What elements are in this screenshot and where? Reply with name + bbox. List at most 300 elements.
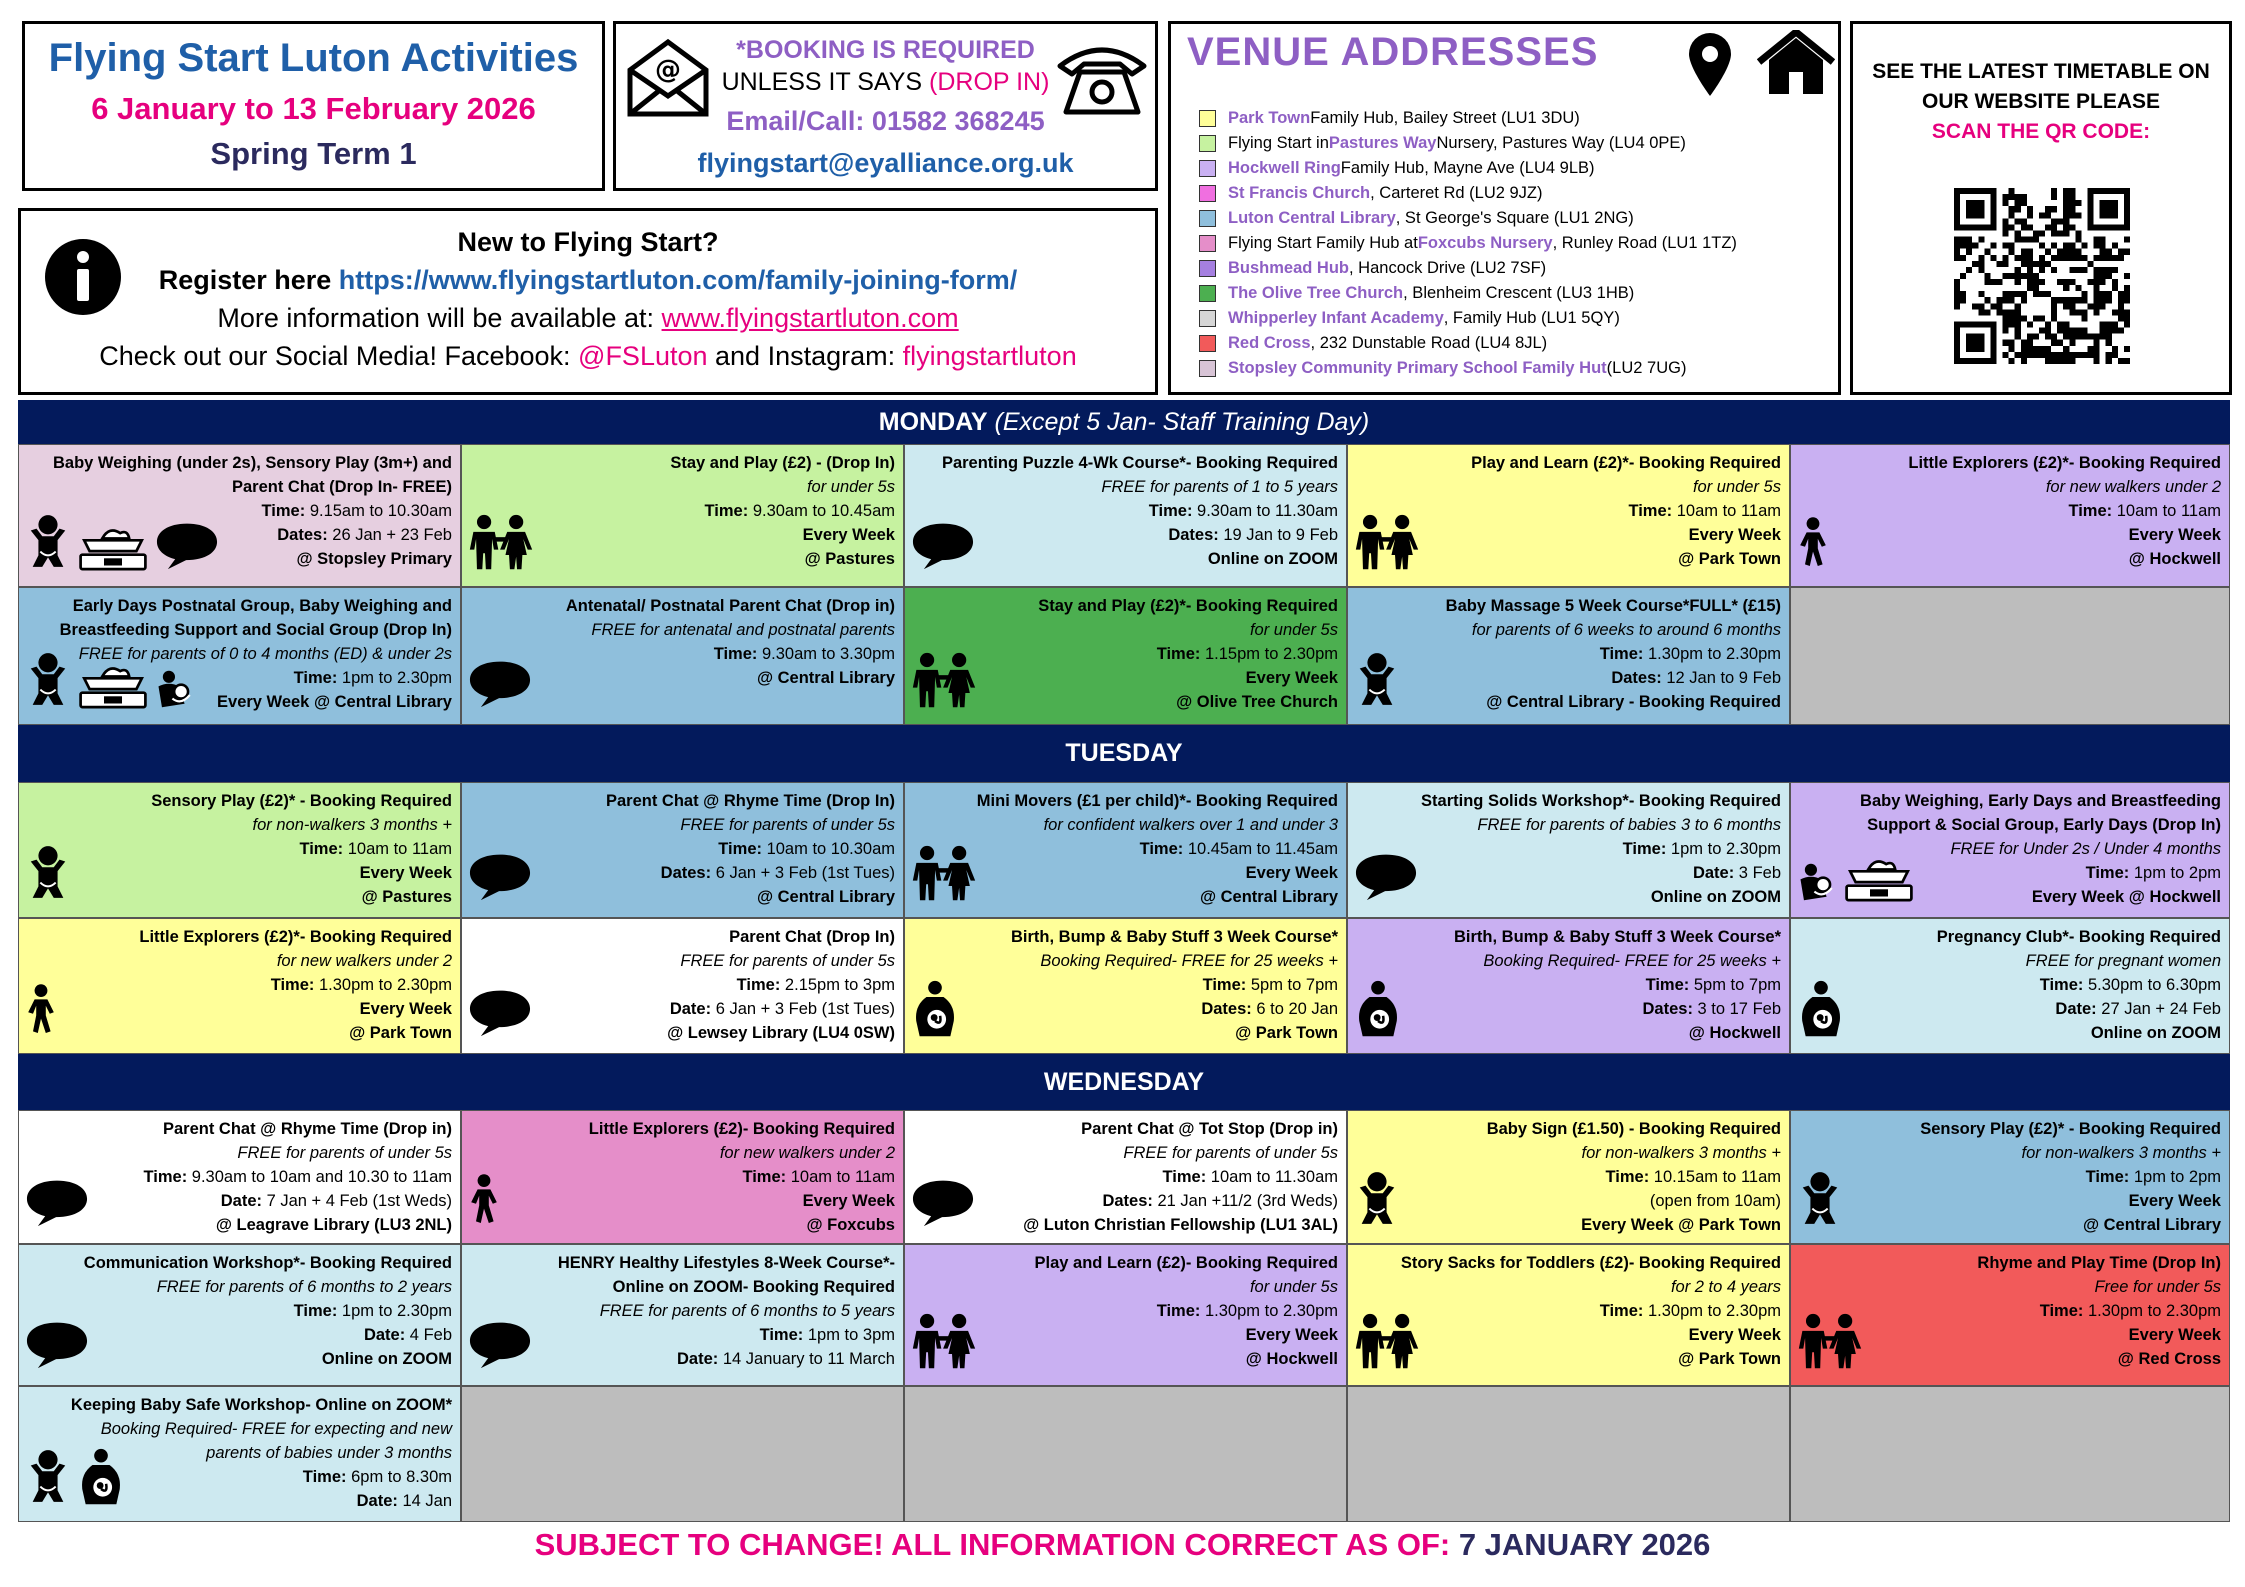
- activity-heading: @ Hockwell: [2128, 550, 2221, 568]
- venue-color-swatch: [1199, 285, 1216, 302]
- detail-label: Time:: [736, 976, 781, 994]
- detail-value: 1pm to 2.30pm: [1666, 840, 1781, 858]
- day-note: (Except 5 Jan- Staff Training Day): [987, 408, 1370, 436]
- detail-value: 14 January to 11 March: [718, 1350, 895, 1368]
- venue-name: Red Cross: [1228, 334, 1311, 352]
- activity-detail: [1356, 973, 1781, 997]
- activity-icons: [1354, 851, 1418, 909]
- activity-note: FREE for parents of under 5s: [1123, 1144, 1338, 1162]
- activity-icons: [1354, 651, 1400, 716]
- detail-label: Time:: [759, 1326, 804, 1344]
- breastfeeding-icon: [1797, 862, 1837, 909]
- detail-value: 1pm to 2.30pm: [337, 669, 452, 687]
- activity-heading: Story Sacks for Toddlers (£2)- Booking Required: [1400, 1254, 1781, 1272]
- activity-heading: Parent Chat @ Rhyme Time (Drop In): [606, 792, 895, 810]
- baby-scale-icon: [77, 524, 149, 578]
- activity-heading: Parent Chat (Drop In): [729, 928, 895, 946]
- detail-label: Dates:: [1611, 669, 1662, 687]
- detail-label: Time:: [2085, 1168, 2130, 1186]
- toddler-walking-icon: [1797, 513, 1829, 578]
- empty-cell: [461, 1386, 904, 1522]
- children-icon: [911, 652, 977, 716]
- instagram-handle[interactable]: flyingstartluton: [902, 341, 1077, 371]
- speech-bubble-icon: [468, 987, 532, 1045]
- activity-heading: @ Hockwell: [1245, 1350, 1338, 1368]
- booking-required-label: *BOOKING IS REQUIRED: [736, 36, 1035, 64]
- detail-label: Date:: [356, 1492, 398, 1510]
- activity-heading: @ Olive Tree Church: [1176, 693, 1338, 711]
- day-name: MONDAY: [878, 408, 988, 436]
- children-icon: [468, 514, 534, 578]
- detail-value: 10am to 10.30am: [762, 840, 895, 858]
- activity-heading: Baby Sign (£1.50) - Booking Required: [1486, 1120, 1781, 1138]
- detail-value: 19 Jan to 9 Feb: [1218, 526, 1338, 544]
- detail-value: 5.30pm to 6.30pm: [2083, 976, 2221, 994]
- register-link[interactable]: https://www.flyingstartluton.com/family-joining-form/: [338, 265, 1018, 295]
- venue-name: Bushmead Hub: [1228, 259, 1350, 277]
- activity-detail: [470, 837, 895, 861]
- detail-label: Time:: [1156, 645, 1201, 663]
- breastfeeding-icon: [155, 669, 195, 716]
- venue-address: , 232 Dunstable Road (LU4 8JL): [1310, 334, 1548, 352]
- baby-icon: [25, 513, 71, 578]
- more-info-line: [21, 303, 1155, 334]
- detail-label: Dates:: [1168, 526, 1219, 544]
- activity-icons: [468, 658, 532, 716]
- qr-box: [1850, 21, 2232, 395]
- activity-cell: [904, 1244, 1347, 1386]
- venue-item: [1199, 356, 1737, 381]
- pregnant-woman-icon: [1797, 980, 1845, 1045]
- contact-email[interactable]: flyingstart@eyalliance.org.uk: [697, 148, 1074, 178]
- drop-in-note: [616, 68, 1155, 97]
- activity-icons: [25, 1448, 125, 1513]
- baby-scale-icon: [77, 662, 149, 716]
- speech-bubble-icon: [25, 1319, 89, 1377]
- activity-detail: [27, 1165, 452, 1189]
- activity-heading: Online on ZOOM: [321, 1350, 452, 1368]
- activity-note: Free for under 5s: [2094, 1278, 2221, 1296]
- detail-value: 1pm to 2pm: [2129, 1168, 2221, 1186]
- activity-note: for non-walkers 3 months +: [1581, 1144, 1781, 1162]
- location-pin-icon: [1685, 32, 1735, 98]
- activity-heading: Keeping Baby Safe Workshop- Online on ZOOM*: [70, 1396, 452, 1414]
- toddler-walking-icon: [468, 1170, 500, 1235]
- activity-detail: [27, 973, 452, 997]
- activity-cell: [18, 444, 461, 587]
- activity-note: FREE for Under 2s / Under 4 months: [1950, 840, 2221, 858]
- activity-icons: [911, 520, 975, 578]
- facebook-handle[interactable]: @FSLuton: [578, 341, 708, 371]
- detail-value: 14 Jan: [397, 1492, 452, 1510]
- detail-label: Time:: [293, 669, 338, 687]
- activity-heading: @ Central Library - Booking Required: [1486, 693, 1781, 711]
- detail-label: Time:: [1628, 502, 1673, 520]
- website-link[interactable]: www.flyingstartluton.com: [661, 303, 959, 333]
- activity-heading: Parenting Puzzle 4-Wk Course*- Booking Required: [941, 454, 1338, 472]
- baby-icon: [1354, 651, 1400, 716]
- empty-cell: [1347, 1386, 1790, 1522]
- activity-detail: [470, 973, 895, 997]
- activity-heading: @ Lewsey Library (LU4 0SW): [667, 1024, 895, 1042]
- activity-note: FREE for parents of under 5s: [237, 1144, 452, 1162]
- activity-heading: Sensory Play (£2)* - Booking Required: [151, 792, 452, 810]
- activity-heading: Pregnancy Club*- Booking Required: [1936, 928, 2221, 946]
- detail-label: Dates:: [1642, 1000, 1693, 1018]
- activity-cell: [904, 444, 1347, 587]
- children-icon: [911, 1313, 977, 1377]
- activity-detail: [913, 523, 1338, 547]
- detail-value: 1.15pm to 2.30pm: [1200, 645, 1338, 663]
- detail-value: 27 Jan + 24 Feb: [2096, 1000, 2221, 1018]
- venue-item: [1199, 131, 1737, 156]
- detail-value: 5pm to 7pm: [1246, 976, 1338, 994]
- activity-cell: [461, 782, 904, 918]
- venue-address: Family Hub, Bailey Street (LU1 3DU): [1310, 109, 1580, 127]
- detail-label: Time:: [1156, 1302, 1201, 1320]
- venue-address: Family Hub, Mayne Ave (LU4 9LB): [1340, 159, 1595, 177]
- activity-cell: [18, 918, 461, 1054]
- activity-detail: [1799, 973, 2221, 997]
- detail-label: Time:: [718, 840, 762, 858]
- activity-detail: [913, 997, 1338, 1021]
- activity-cell: [904, 918, 1347, 1054]
- more-info-label: More information will be available at:: [217, 303, 662, 333]
- venue-color-swatch: [1199, 185, 1216, 202]
- detail-value: 1.30pm to 2.30pm: [1200, 1302, 1338, 1320]
- venue-name: Park Town: [1228, 109, 1311, 127]
- activity-note: FREE for parents of 0 to 4 months (ED) & under 2s: [78, 645, 452, 663]
- activity-icons: [1797, 855, 1915, 909]
- detail-label: Time:: [293, 1302, 338, 1320]
- detail-value: 9.15am to 10.30am: [305, 502, 452, 520]
- detail-value: 3 to 17 Feb: [1692, 1000, 1781, 1018]
- activity-detail: [1356, 1165, 1781, 1189]
- detail-value: 6 Jan + 3 Feb (1st Tues): [711, 864, 895, 882]
- instagram-label: and Instagram:: [707, 341, 903, 371]
- activity-icons: [911, 845, 977, 909]
- activity-detail: [1356, 666, 1781, 690]
- activity-detail: [1799, 1165, 2221, 1189]
- activity-icons: [1797, 513, 1829, 578]
- day-name: TUESDAY: [1065, 739, 1183, 767]
- activity-heading: @ Central Library: [756, 888, 895, 906]
- activity-icons: [1354, 1170, 1400, 1235]
- detail-label: Time:: [270, 976, 315, 994]
- pregnant-woman-icon: [77, 1448, 125, 1513]
- detail-value: 9.30am to 3.30pm: [757, 645, 895, 663]
- detail-value: 10am to 11am: [2112, 502, 2221, 520]
- activity-icons: [468, 1170, 500, 1235]
- day-header-tuesday: [18, 725, 2230, 782]
- detail-label: Time:: [713, 645, 758, 663]
- activity-detail: [27, 1189, 452, 1213]
- detail-label: Date:: [2055, 1000, 2097, 1018]
- activity-note: for new walkers under 2: [276, 952, 452, 970]
- activity-note: FREE for antenatal and postnatal parents: [591, 621, 895, 639]
- detail-value: 5pm to 7pm: [1689, 976, 1781, 994]
- activity-note: (open from 10am): [1649, 1192, 1781, 1210]
- detail-value: 21 Jan +11/2 (3rd Weds): [1152, 1192, 1338, 1210]
- activity-icons: [911, 652, 977, 716]
- speech-bubble-icon: [911, 520, 975, 578]
- activity-heading: Play and Learn (£2)- Booking Required: [1034, 1254, 1338, 1272]
- venue-item: [1199, 106, 1737, 131]
- empty-cell: [1790, 1386, 2230, 1522]
- baby-icon: [25, 651, 71, 716]
- activity-cell: [1790, 1244, 2230, 1386]
- activity-heading: Stay and Play (£2) - (Drop In): [670, 454, 895, 472]
- detail-value: 7 Jan + 4 Feb (1st Weds): [262, 1192, 452, 1210]
- detail-label: Time:: [143, 1168, 188, 1186]
- baby-icon: [1354, 1170, 1400, 1235]
- venue-item: [1199, 206, 1737, 231]
- activity-cell: [1790, 1110, 2230, 1244]
- activity-icons: [1797, 1170, 1843, 1235]
- activity-icons: [1797, 1313, 1863, 1377]
- activity-detail: [1356, 837, 1781, 861]
- detail-value: 9.30am to 10am and 10.30 to 11am: [187, 1168, 452, 1186]
- detail-label: Time:: [1645, 976, 1690, 994]
- activity-icons: [911, 1177, 975, 1235]
- venue-address: (LU2 7UG): [1606, 359, 1687, 377]
- svg-text:@: @: [655, 55, 681, 85]
- activity-icons: [25, 513, 219, 578]
- activity-icons: [468, 1319, 532, 1377]
- activity-icons: [25, 1319, 89, 1377]
- activity-icons: [25, 844, 71, 909]
- activity-cell: [18, 1244, 461, 1386]
- detail-label: Time:: [1139, 840, 1184, 858]
- social-label: Check out our Social Media! Facebook:: [99, 341, 579, 371]
- detail-value: 6 Jan + 3 Feb (1st Tues): [711, 1000, 895, 1018]
- activity-cell: [904, 1110, 1347, 1244]
- social-line: [21, 341, 1155, 372]
- activity-cell: [1347, 782, 1790, 918]
- baby-icon: [25, 844, 71, 909]
- activity-cell: [18, 587, 461, 725]
- venue-list: [1199, 106, 1737, 381]
- contact-phone: Email/Call: 01582 368245: [726, 106, 1045, 136]
- pregnant-woman-icon: [1354, 980, 1402, 1045]
- detail-value: 10am to 11am: [1672, 502, 1781, 520]
- children-icon: [911, 845, 977, 909]
- detail-label: Dates:: [660, 864, 712, 882]
- detail-label: Time:: [742, 1168, 787, 1186]
- activity-heading: @ Luton Christian Fellowship (LU1 3AL): [1023, 1216, 1338, 1234]
- activity-note: FREE for pregnant women: [2025, 952, 2221, 970]
- activity-note: parents of babies under 3 months: [206, 1444, 452, 1462]
- venue-address: Nursery, Pastures Way (LU4 0PE): [1436, 134, 1686, 152]
- activity-detail: [1799, 997, 2221, 1021]
- detail-label: Time:: [2068, 502, 2113, 520]
- activity-heading: HENRY Healthy Lifestyles 8-Week Course*-: [557, 1254, 895, 1272]
- drop-in-note-text: UNLESS IT SAYS: [721, 68, 930, 96]
- baby-icon: [1797, 1170, 1843, 1235]
- activity-heading: Online on ZOOM: [2090, 1024, 2221, 1042]
- detail-value: 9.30am to 11.30am: [1192, 502, 1338, 520]
- detail-label: Date:: [363, 1326, 406, 1344]
- speech-bubble-icon: [468, 658, 532, 716]
- detail-label: Dates:: [1201, 1000, 1252, 1018]
- activity-note: for under 5s: [1692, 478, 1781, 496]
- activity-icons: [1354, 980, 1402, 1045]
- activity-heading: Communication Workshop*- Booking Required: [83, 1254, 452, 1272]
- activity-detail: [1356, 861, 1781, 885]
- activity-heading: Breastfeeding Support and Social Group (Drop In): [59, 621, 452, 639]
- activity-detail: [470, 1347, 895, 1371]
- activity-heading: @ Park Town: [1235, 1024, 1338, 1042]
- activity-note: for 2 to 4 years: [1670, 1278, 1781, 1296]
- activity-note: Booking Required- FREE for 25 weeks +: [1040, 952, 1338, 970]
- activity-heading: Stay and Play (£2)*- Booking Required: [1038, 597, 1338, 615]
- venue-prefix: Flying Start Family Hub at: [1228, 234, 1418, 252]
- detail-label: Date:: [669, 1000, 712, 1018]
- activity-heading: @ Central Library: [1199, 888, 1338, 906]
- venue-name: Stopsley Community Primary School Family Hut: [1228, 359, 1607, 377]
- activity-heading: @ Park Town: [1678, 1350, 1781, 1368]
- activity-heading: Little Explorers (£2)*- Booking Required: [139, 928, 452, 946]
- activity-note: for new walkers under 2: [2045, 478, 2221, 496]
- children-icon: [1354, 514, 1420, 578]
- activity-heading: Little Explorers (£2)- Booking Required: [588, 1120, 895, 1138]
- activity-heading: Early Days Postnatal Group, Baby Weighing and: [72, 597, 452, 615]
- activity-heading: @ Pastures: [361, 888, 452, 906]
- venue-color-swatch: [1199, 110, 1216, 127]
- activity-cell: [1347, 918, 1790, 1054]
- activity-heading: Birth, Bump & Baby Stuff 3 Week Course*: [1454, 928, 1781, 946]
- venue-name: Whipperley Infant Academy: [1228, 309, 1444, 327]
- detail-label: Time:: [2085, 864, 2130, 882]
- activity-detail: [470, 1323, 895, 1347]
- activity-detail: [913, 499, 1338, 523]
- activity-cell: [1347, 587, 1790, 725]
- activity-note: for under 5s: [1249, 621, 1338, 639]
- detail-value: 10am to 11.30am: [1206, 1168, 1338, 1186]
- detail-label: Time:: [2039, 1302, 2084, 1320]
- detail-label: Date:: [1692, 864, 1735, 882]
- venue-name: The Olive Tree Church: [1228, 284, 1404, 302]
- activity-heading: Every Week: [2128, 1192, 2221, 1210]
- venue-name: Pastures Way: [1328, 134, 1437, 152]
- activity-heading: Antenatal/ Postnatal Parent Chat (Drop in): [565, 597, 895, 615]
- activity-icons: [25, 651, 195, 716]
- activity-detail: [913, 1189, 1338, 1213]
- day-header-monday: [18, 400, 2230, 444]
- venue-color-swatch: [1199, 335, 1216, 352]
- booking-box: [613, 21, 1158, 191]
- venue-box: [1168, 21, 1841, 395]
- activity-note: Booking Required- FREE for 25 weeks +: [1483, 952, 1781, 970]
- activity-cell: [461, 587, 904, 725]
- speech-bubble-icon: [155, 520, 219, 578]
- venue-name: Foxcubs Nursery: [1417, 234, 1553, 252]
- empty-cell: [1790, 587, 2230, 725]
- activity-heading: Parent Chat @ Rhyme Time (Drop in): [163, 1120, 452, 1138]
- venue-item: [1199, 331, 1737, 356]
- activity-note: Booking Required- FREE for expecting and new: [100, 1420, 452, 1438]
- activity-cell: [1790, 444, 2230, 587]
- venue-color-swatch: [1199, 135, 1216, 152]
- activity-detail: [470, 997, 895, 1021]
- venue-title: VENUE ADDRESSES: [1187, 30, 1599, 74]
- activity-note: FREE for parents of 6 months to 2 years: [156, 1278, 452, 1296]
- activity-icons: [1354, 1313, 1420, 1377]
- qr-code[interactable]: [1954, 188, 2130, 364]
- activity-icons: [25, 1177, 89, 1235]
- detail-label: Time:: [704, 502, 749, 520]
- activity-note: for new walkers under 2: [719, 1144, 895, 1162]
- detail-value: 2.15pm to 3pm: [780, 976, 895, 994]
- venue-item: [1199, 306, 1737, 331]
- venue-item: [1199, 156, 1737, 181]
- detail-label: Time:: [1162, 1168, 1207, 1186]
- activity-heading: Every Week: [1688, 1326, 1781, 1344]
- activity-note: FREE for parents of babies 3 to 6 months: [1477, 816, 1781, 834]
- activity-heading: Every Week: [2128, 1326, 2221, 1344]
- activity-detail: [913, 1165, 1338, 1189]
- detail-label: Date:: [677, 1350, 719, 1368]
- activity-heading: Sensory Play (£2)* - Booking Required: [1920, 1120, 2221, 1138]
- baby-icon: [25, 1448, 71, 1513]
- activity-note: for non-walkers 3 months +: [252, 816, 452, 834]
- speech-bubble-icon: [468, 1319, 532, 1377]
- venue-address: , Runley Road (LU1 1TZ): [1552, 234, 1737, 252]
- venue-name: St Francis Church: [1228, 184, 1371, 202]
- speech-bubble-icon: [1354, 851, 1418, 909]
- footer-warning: SUBJECT TO CHANGE! ALL INFORMATION CORRECT AS OF:: [534, 1527, 1459, 1562]
- activity-heading: Every Week: [802, 526, 895, 544]
- activity-heading: Baby Weighing, Early Days and Breastfeeding: [1860, 792, 2221, 810]
- activity-heading: @ Central Library: [2082, 1216, 2221, 1234]
- activity-heading: @ Park Town: [1678, 550, 1781, 568]
- activity-cell: [461, 444, 904, 587]
- detail-label: Time:: [1622, 840, 1667, 858]
- detail-label: Time:: [1599, 1302, 1644, 1320]
- activity-detail: [27, 1323, 452, 1347]
- venue-address: , Family Hub (LU1 5QY): [1443, 309, 1620, 327]
- detail-value: 4 Feb: [405, 1326, 452, 1344]
- speech-bubble-icon: [468, 851, 532, 909]
- activity-cell: [461, 1244, 904, 1386]
- detail-label: Time:: [1599, 645, 1644, 663]
- activity-heading: Rhyme and Play Time (Drop In): [1977, 1254, 2221, 1272]
- activity-icons: [468, 514, 534, 578]
- activity-icons: [25, 980, 57, 1045]
- activity-heading: Online on ZOOM: [1207, 550, 1338, 568]
- activity-heading: Every Week: [1245, 864, 1338, 882]
- venue-item: [1199, 281, 1737, 306]
- activity-cell: [904, 587, 1347, 725]
- activity-heading: Support & Social Group, Early Days (Drop In): [1867, 816, 2221, 834]
- children-icon: [1797, 1313, 1863, 1377]
- venue-item: [1199, 231, 1737, 256]
- qr-line-2: OUR WEBSITE PLEASE: [1921, 90, 2161, 113]
- detail-label: Time:: [261, 502, 306, 520]
- activity-icons: [911, 980, 959, 1045]
- activity-cell: [461, 1110, 904, 1244]
- activity-heading: Baby Massage 5 Week Course*FULL* (£15): [1445, 597, 1781, 615]
- activity-heading: Every Week: [359, 1000, 452, 1018]
- drop-in-label: (DROP IN): [929, 68, 1050, 96]
- baby-scale-icon: [1843, 855, 1915, 909]
- activity-icons: [911, 1313, 977, 1377]
- detail-label: Time:: [1202, 976, 1247, 994]
- footer-note: [0, 1527, 2245, 1563]
- venue-address: , St George's Square (LU1 2NG): [1395, 209, 1634, 227]
- activity-cell: [1347, 1110, 1790, 1244]
- children-icon: [1354, 1313, 1420, 1377]
